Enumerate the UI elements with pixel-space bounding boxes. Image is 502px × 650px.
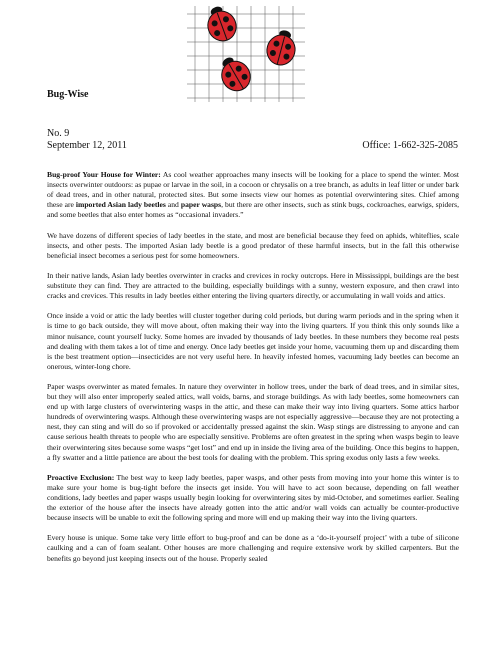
ladybug-icon	[214, 52, 256, 96]
paragraph-lady-beetle-species: We have dozens of different species of lady beetles in the state, and most are beneficial because they feed on aphids, whiteflies, scale insects, and other pests. The imported Asian lady beetle is a good predator of these harmful insects, but in the fall this otherwise beneficial insect becomes a serious pest for some homeowners.	[47, 230, 459, 260]
paragraph-text: and	[165, 200, 181, 210]
paragraph-text: , but there are other insects, such as stink bugs, cockroaches, earwigs, spiders, and some beetles that also enter homes as “occasional invaders.”	[47, 200, 460, 220]
issue-date: September 12, 2011	[47, 140, 127, 151]
ladybug-icon	[264, 27, 300, 68]
issue-block	[47, 128, 127, 152]
office-phone: Office: 1-662-325-2085	[362, 140, 458, 151]
section-heading: Bug-proof Your House for Winter:	[47, 170, 161, 179]
publication-title: Bug-Wise	[47, 89, 89, 100]
paragraph-winter-bugproof	[47, 170, 459, 220]
highlight-text: imported Asian lady beetles	[75, 200, 166, 210]
issue-number: No. 9	[47, 128, 70, 139]
article-body	[47, 170, 459, 574]
paragraph-attic-clusters: Once inside a void or attic the lady beetles will cluster together during cold periods, but during warm periods and in the spring when it is time to go back outside, they will move about, often making their way into the living quarters. If you think this only sounds like a minor nuisance, count yourself lucky. Some homes are invaded by thousands of lady beetles. In these numbers they become real pests and dealing with them takes a lot of time and energy. Once lady beetles get inside your home, vacuuming them up and discarding them is the best treatment option—insecticides are not very useful here. In heavily infested homes, vacuuming lady beetles can become an onerous, winter-long chore.	[47, 311, 459, 371]
paragraph-text: The best way to keep lady beetles, paper wasps, and other pests from moving into your home this winter is to make sure your home is bug-tight before the insects get inside. You will have to act soon because, depending on fall weather conditions, lady beetles and paper wasps usually begin looking for overwintering sites by mid-October, and sometimes earlier. Sealing the exterior of the house after the insects have already gotten into the attic and/or wall voids can actually be counter-productive because insects will be unable to exit the following spring and more will end up making their way into the living quarters.	[47, 472, 459, 523]
section-heading: Proactive Exclusion:	[47, 472, 115, 482]
ladybug-icon	[202, 4, 240, 45]
highlight-text: paper wasps	[180, 200, 222, 210]
ladybug-grid-logo	[185, 4, 307, 104]
paragraph-native-lands: In their native lands, Asian lady beetles overwinter in cracks and crevices in rocky outcrops. Here in Mississippi, buildings are the best substitute they can find. They are attracted to the building, especially buildings with a sunny, western exposure, and then crawl into cracks and crevices. This results in lady beetles either entering the living quarters directly, or accumulating in wall voids and attics.	[47, 270, 459, 301]
paragraph-text: As cool weather approaches many insects will be looking for a place to spend the winter. Most insects overwinter outdoors: as pupae or larvae in the soil, in a cocoon or chrysalis on a tree branch, as adults in leaf litter or under bark of dead trees, and in other natural, protected sites. But some insects view our homes as potential overwintering sites. Chief among these are	[47, 170, 459, 210]
paragraph-proactive-exclusion	[47, 473, 459, 523]
paragraph-paper-wasps: Paper wasps overwinter as mated females. In nature they overwinter in hollow trees, under the bark of dead trees, and in similar sites, but they will also enter improperly sealed attics, wall voids, barns, and storage buildings. As with lady beetles, some homeowners can end up with large clusters of overwintering wasps in the attic, and these can make their way into living quarters. Some attics harbor hundreds of overwintering wasps. Although these overwintering wasps are not especially aggressive—because they are not protecting a nest, they can sting and will do so if provoked or accidentally pressed against the skin. Wasp stings are distressing to anyone and can cause serious health threats to people who are especially sensitive. Problems are often greatest in the spring when wasps begin to leave their overwintering sites because some wasps “get lost” and end up in inside the living area of the building. Once this begins to happen, a fly swatter and a little patience are about the best tools for dealing with the problem. This spring exodus only lasts a few weeks.	[47, 381, 459, 462]
paragraph-every-house: Every house is unique. Some take very little effort to bug-proof and can be done as a ‘do-it-yourself project’ with a tube of silicone caulking and a can of foam sealant. Other houses are more challenging and require extensive work by skilled carpenters. But the benefits go beyond just keeping insects out of the house. Properly sealed	[47, 533, 459, 563]
